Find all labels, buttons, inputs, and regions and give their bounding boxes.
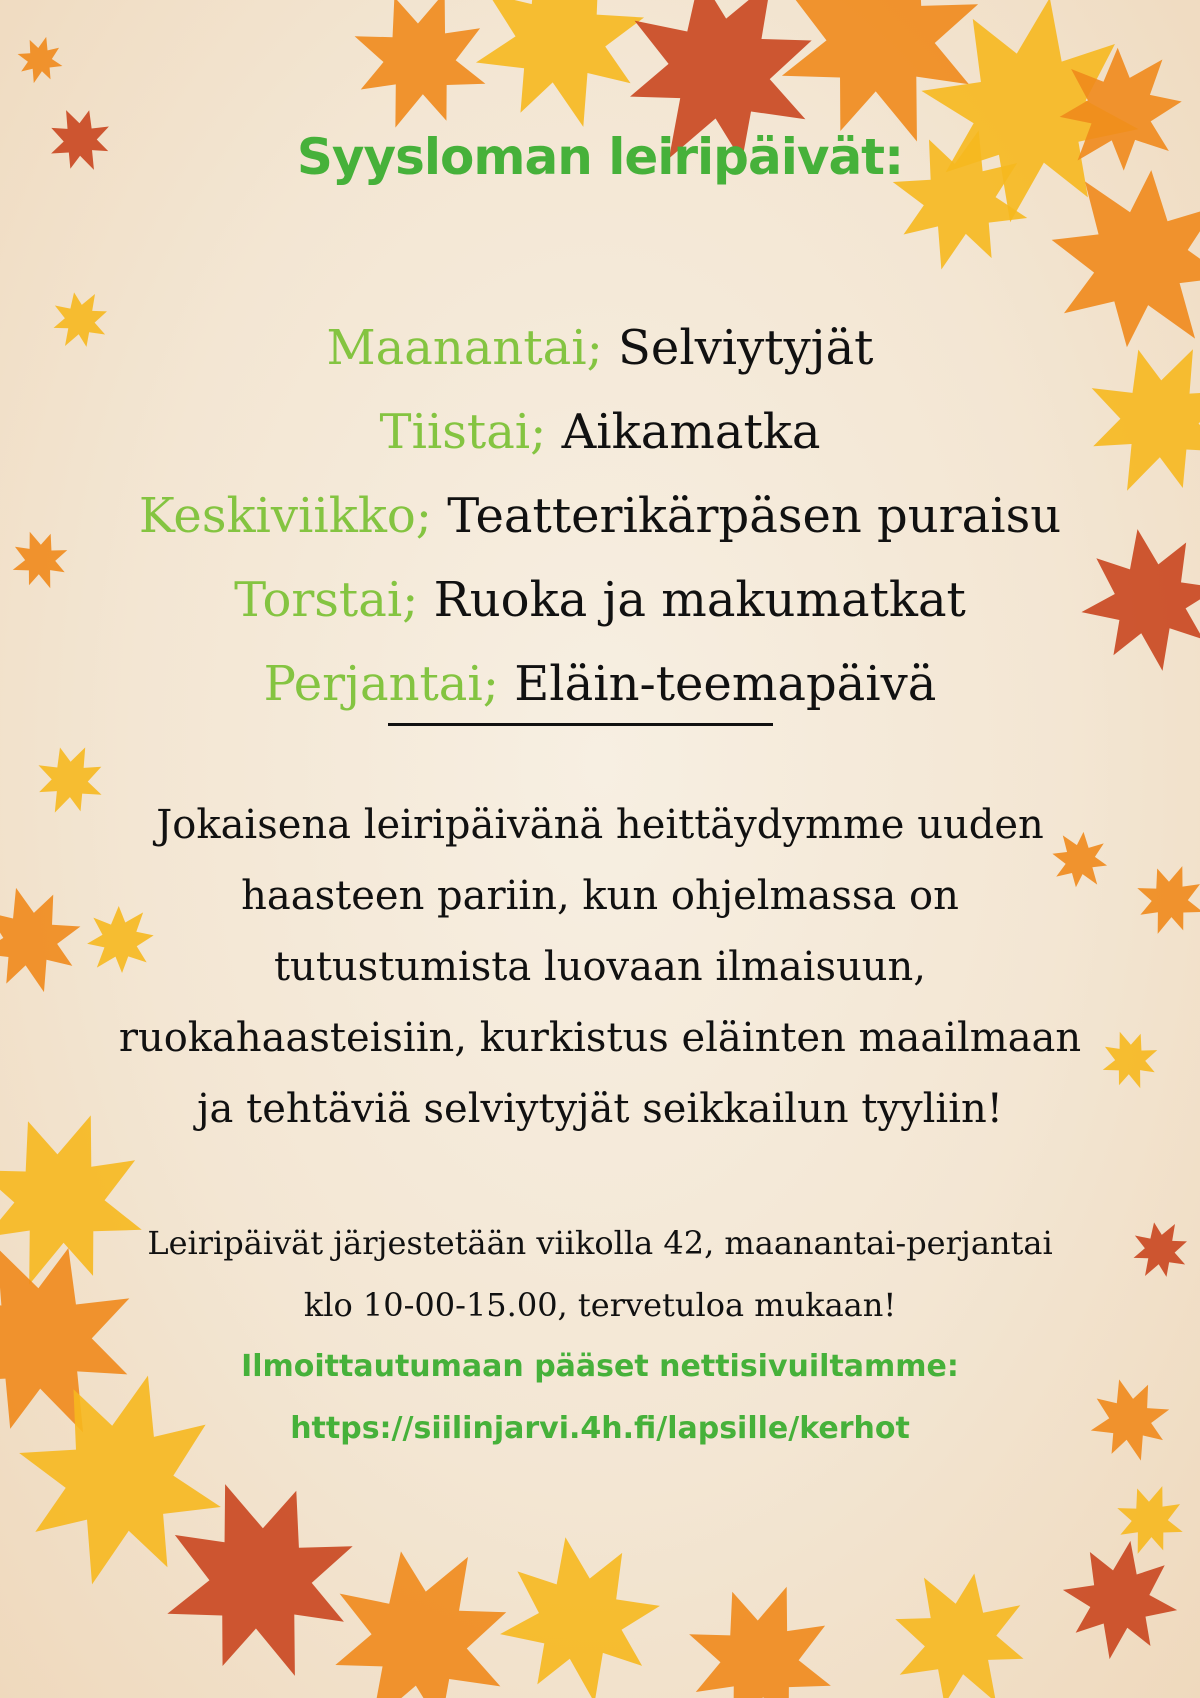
divider <box>388 723 773 726</box>
description-line: haasteen pariin, kun ohjelmassa on <box>241 873 959 919</box>
schedule-item-tuesday <box>0 390 1200 474</box>
info-line: klo 10-00-15.00, tervetuloa mukaan! <box>303 1286 897 1324</box>
program-description <box>40 790 1160 1145</box>
schedule-theme: Eläin-teemapäivä <box>514 656 937 712</box>
schedule-theme: Teatterikärpäsen puraisu <box>447 488 1062 544</box>
signup-link[interactable]: https://siilinjarvi.4h.fi/lapsille/kerhot <box>290 1411 910 1446</box>
schedule-theme: Ruoka ja makumatkat <box>433 572 966 628</box>
description-line: Jokaisena leiripäivänä heittäydymme uuden <box>156 802 1044 848</box>
description-line: ruokahaasteisiin, kurkistus eläinten maailmaan <box>118 1015 1082 1061</box>
info-line: Leiripäivät järjestetään viikolla 42, maanantai-perjantai <box>147 1224 1053 1262</box>
schedule-theme: Aikamatka <box>561 404 821 460</box>
schedule-day: Maanantai; <box>326 320 603 376</box>
schedule-day: Tiistai; <box>379 404 547 460</box>
schedule-item-monday <box>0 306 1200 390</box>
schedule-theme: Selviytyjät <box>618 320 874 376</box>
schedule-day: Keskiviikko; <box>138 488 432 544</box>
description-line: tutustumista luovaan ilmaisuun, <box>273 944 926 990</box>
schedule-day: Torstai; <box>234 572 419 628</box>
page-title: Syysloman leiripäivät: <box>296 128 904 186</box>
schedule-item-wednesday <box>0 474 1200 558</box>
event-info <box>40 1212 1160 1336</box>
schedule-item-friday <box>0 642 1200 726</box>
schedule-item-thursday <box>0 558 1200 642</box>
signup-text: Ilmoittautumaan pääset nettisivuiltamme: <box>241 1349 959 1384</box>
camp-schedule <box>0 306 1200 726</box>
description-line: ja tehtäviä selviytyjät seikkailun tyyliin! <box>197 1086 1003 1132</box>
schedule-day: Perjantai; <box>263 656 499 712</box>
signup-info <box>0 1336 1200 1460</box>
